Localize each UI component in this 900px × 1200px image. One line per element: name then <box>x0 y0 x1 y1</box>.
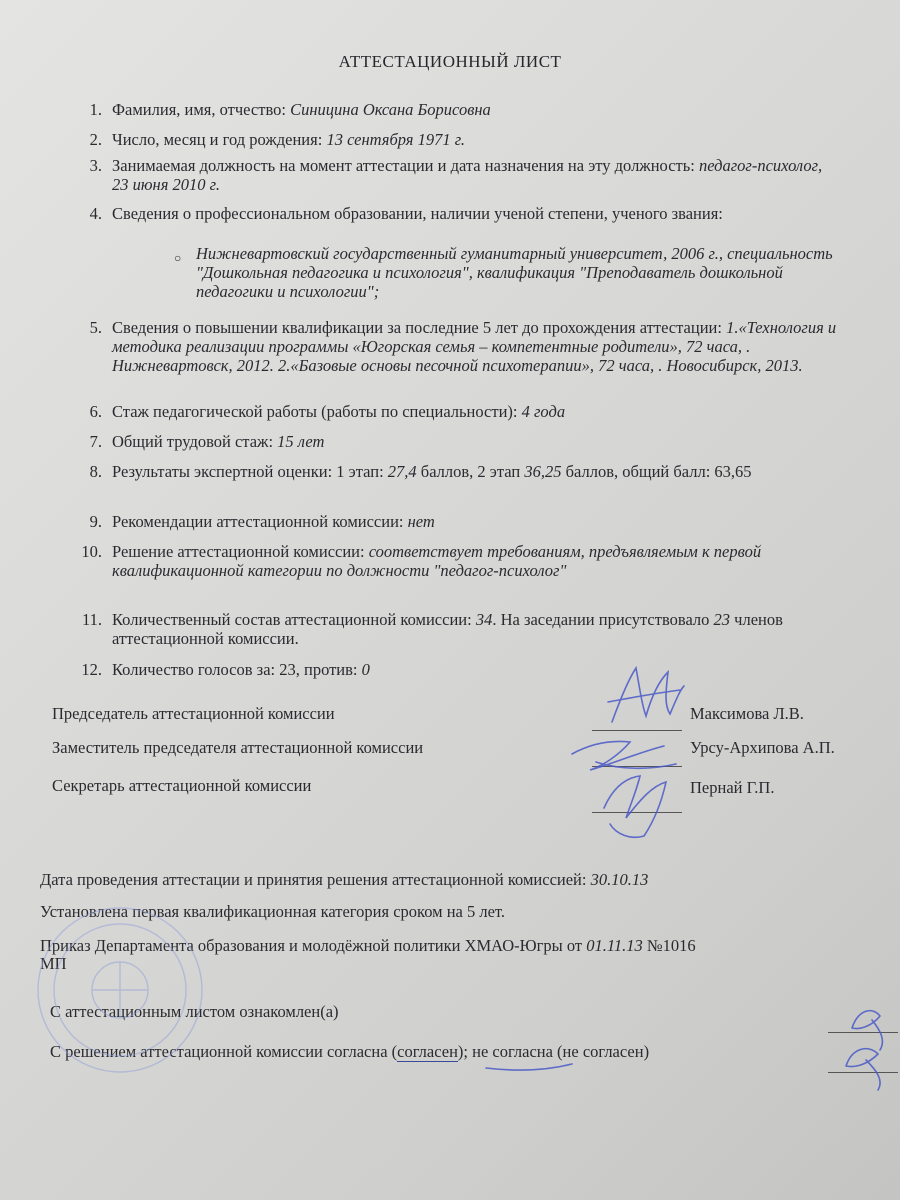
signature-role-chair: Председатель аттестационной комиссии <box>52 704 335 723</box>
score-total: 63,65 <box>714 462 752 481</box>
item-number: 2. <box>89 130 102 149</box>
item-number: 1. <box>89 100 102 119</box>
item-label: Общий трудовой стаж: <box>112 432 274 451</box>
commission-size: 34 <box>475 610 493 629</box>
signature-role-deputy: Заместитель председателя аттестационной комиссии <box>52 738 424 757</box>
votes-for: 23 <box>279 660 296 679</box>
members-present: 23 <box>713 610 731 629</box>
order-date: 01.11.13 <box>586 936 643 955</box>
signature-name-secretary: Пернай Г.П. <box>690 778 775 797</box>
signature-secretary-mark <box>604 776 666 837</box>
teaching-experience: 4 года <box>521 402 566 421</box>
score-text: баллов, 2 этап <box>420 462 521 481</box>
item-number: 12. <box>81 660 102 679</box>
agreement-prefix: С решением аттестационной комиссии согласна ( <box>50 1042 398 1061</box>
commission-decision: соответствует требованиям, предъявляемым к первой квалификационной категории по должности "педагог-психолог" <box>112 542 762 580</box>
item-number: 10. <box>81 542 102 561</box>
birth-date: 13 сентября 1971 г. <box>326 130 466 149</box>
acquainted-statement: С аттестационным листом ознакомлен(а) <box>50 1002 339 1021</box>
score-stage-2: 36,25 <box>524 462 562 481</box>
bullet-icon: ○ <box>174 251 182 265</box>
item-label: Рекомендации аттестационной комиссии: <box>112 512 404 531</box>
item-number: 5. <box>89 318 102 337</box>
score-stage-1: 27,4 <box>387 462 417 481</box>
item-number: 8. <box>89 462 102 481</box>
item-number: 9. <box>89 512 102 531</box>
item-number: 3. <box>89 156 102 175</box>
agreement-chosen: согласен <box>397 1042 458 1061</box>
item-label: Число, месяц и год рождения: <box>112 130 323 149</box>
full-name: Синицина Оксана Борисовна <box>290 100 491 119</box>
item-label: Фамилия, имя, отчество: <box>112 100 286 119</box>
item-label: Сведения о повышении квалификации за последние 5 лет до прохождения аттестации: <box>112 318 722 337</box>
item-label: Решение аттестационной комиссии: <box>112 542 365 561</box>
item-number: 11. <box>81 610 102 629</box>
signature-name-deputy: Урсу-Архипова А.П. <box>690 738 835 757</box>
item-label: Сведения о профессиональном образовании, наличии ученой степени, ученого звания: <box>112 204 723 223</box>
document-title: АТТЕСТАЦИОННЫЙ ЛИСТ <box>338 52 562 71</box>
item-text: . На заседании присутствовало <box>492 610 710 629</box>
total-experience: 15 лет <box>277 432 325 451</box>
signature-role-secretary: Секретарь аттестационной комиссии <box>52 776 312 795</box>
item-number: 6. <box>89 402 102 421</box>
order-label: Приказ Департамента образования и молодёжной политики ХМАО-Югры от <box>40 936 583 955</box>
attestation-date: 30.10.13 <box>590 870 649 889</box>
item-label: Результаты экспертной оценки: 1 этап: <box>112 462 384 481</box>
stamp-place-label: МП <box>40 954 67 973</box>
signature-name-chair: Максимова Л.В. <box>690 704 804 723</box>
attestation-date-label: Дата проведения аттестации и принятия решения аттестационной комиссией: <box>40 870 587 889</box>
item-number: 4. <box>89 204 102 223</box>
item-label: Стаж педагогической работы (работы по специальности): <box>112 402 518 421</box>
signature-deputy-mark <box>596 762 676 768</box>
item-label: Количественный состав аттестационной комиссии: <box>112 610 472 629</box>
item-text: , против: <box>295 660 358 679</box>
signature-ack-mark <box>852 1011 882 1050</box>
signature-agree-mark <box>846 1049 880 1090</box>
position: педагог-психолог, 23 июня 2010 г. <box>112 156 823 194</box>
item-text: членов аттестационной комиссии. <box>112 610 783 648</box>
signature-deputy-mark <box>572 742 664 771</box>
stamp-icon <box>38 908 202 1072</box>
votes-against: 0 <box>361 660 370 679</box>
recommendations: нет <box>407 512 435 531</box>
item-number: 7. <box>89 432 102 451</box>
order-number: №1016 <box>646 936 696 955</box>
education: Нижневартовский государственный гуманитарный университет, 2006 г., специальность "Дошкольная педагогика и психология", квалификация "Преподаватель дошкольной педагогики и психологии"; <box>196 244 833 301</box>
score-text: баллов, общий балл: <box>565 462 711 481</box>
item-label: Занимаемая должность на момент аттестации и дата назначения на эту должность: <box>112 156 695 175</box>
qualification-courses: 1.«Технология и методика реализации программы «Югорская семья – компетентные родители», 72 часа, . Нижневартовск, 2012. 2.«Базовые основы песочной психотерапии», 72 часа, . Новосибирск, 2013. <box>112 318 837 375</box>
agreement-underline-mark <box>486 1064 572 1070</box>
item-label: Количество голосов за: <box>112 660 276 679</box>
signature-chair-mark <box>608 690 680 702</box>
agreement-suffix: ); не согласна (не согласен) <box>457 1042 650 1061</box>
category-established: Установлена первая квалификационная категория сроком на 5 лет. <box>40 902 506 921</box>
